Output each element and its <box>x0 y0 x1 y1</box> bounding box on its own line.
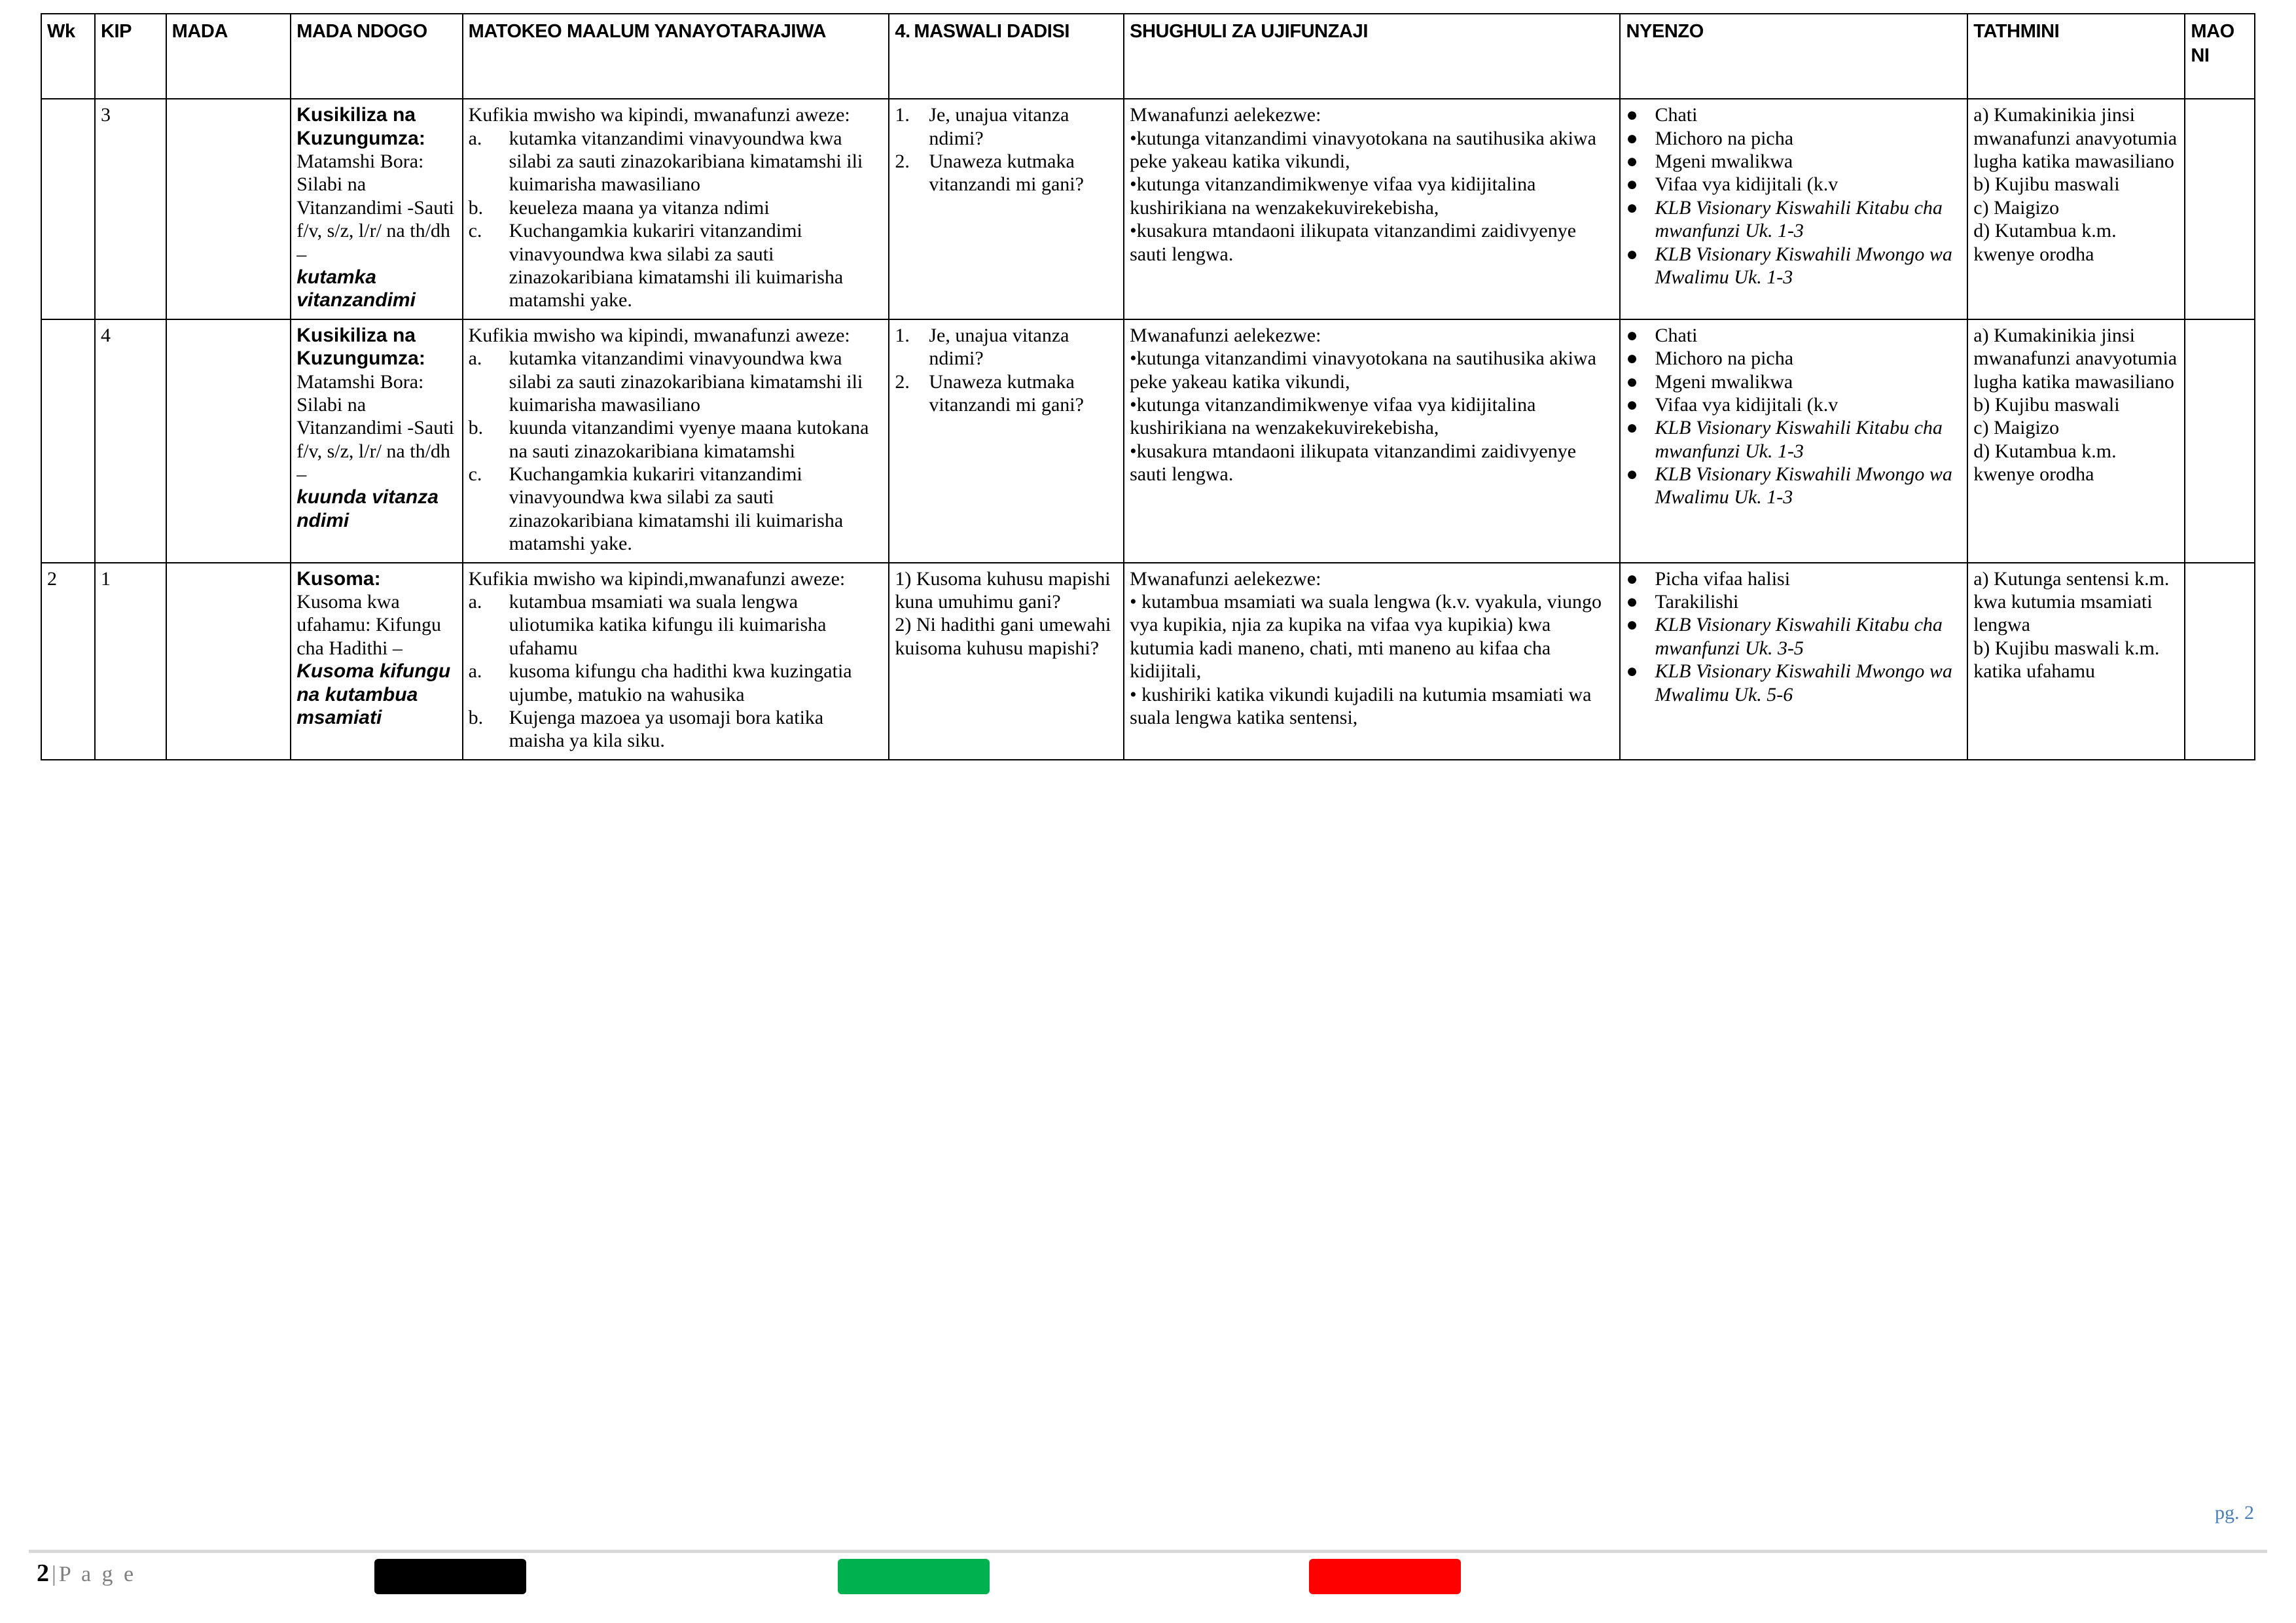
bullet-icon: ● <box>1626 151 1638 172</box>
nyenzo-text: KLB Visionary Kiswahili Mwongo wa Mwalimu Uk. 1-3 <box>1655 463 1952 508</box>
cell-mada <box>166 319 291 563</box>
nyenzo-text: KLB Visionary Kiswahili Mwongo wa Mwalimu Uk. 5-6 <box>1655 660 1952 705</box>
cell-mada <box>166 563 291 760</box>
bullet-icon: ● <box>1626 196 1638 219</box>
list-text: kuunda vitanzandimi vyenye maana kutokana na sauti zinazokaribiana kimatamshi <box>509 417 869 462</box>
maswali-list <box>895 103 1118 196</box>
maswali-item: 1) Kusoma kuhusu mapishi kuna umuhimu gani? <box>895 567 1111 613</box>
bullet-icon: ● <box>1626 567 1638 590</box>
matokeo-item <box>469 660 884 706</box>
bullet-icon: ● <box>1626 614 1638 636</box>
bullet-icon: ● <box>1626 393 1638 416</box>
cell-mada-ndogo <box>291 319 462 563</box>
bullet-icon: ● <box>1626 127 1638 149</box>
maswali-list <box>895 324 1118 417</box>
cell-maswali-dadisi <box>889 563 1124 760</box>
matokeo-list <box>469 347 884 556</box>
list-text: kusoma kifungu cha hadithi kwa kuzingatia ujumbe, matukio na wahusika <box>509 660 852 705</box>
maswali-item <box>895 103 1118 150</box>
bullet-icon: ● <box>1626 660 1638 683</box>
matokeo-list <box>469 590 884 753</box>
cell-maoni <box>2185 319 2255 563</box>
matokeo-item <box>469 347 884 416</box>
list-marker: 1. <box>895 324 910 346</box>
col-header-kip: KIP <box>95 14 166 99</box>
cell-maswali-dadisi <box>889 319 1124 563</box>
nyenzo-item <box>1626 196 1962 243</box>
cell-matokeo <box>463 563 889 760</box>
col-header-tathmini: TATHMINI <box>1967 14 2185 99</box>
col-header-shughuli: SHUGHULI ZA UJIFUNZAJI <box>1124 14 1620 99</box>
shughuli-item: • kutambua msamiati wa suala lengwa (k.v. vyakula, viungo vya kupikia, njia za kupika na vifaa vya kupikia) kwa kutumia kadi maneno, chati, mti maneno au kifaa cha kidijitali, <box>1130 591 1602 683</box>
nyenzo-text: Vifaa vya kidijitali (k.v <box>1655 393 1839 416</box>
bullet-icon: ● <box>1626 591 1638 613</box>
nyenzo-item <box>1626 590 1962 613</box>
page-marker: pg. 2 <box>2215 1502 2254 1524</box>
cell-wk <box>41 319 95 563</box>
nyenzo-item <box>1626 243 1962 289</box>
tathmini-item: b) Kujibu maswali <box>1973 393 2120 416</box>
matokeo-item <box>469 463 884 556</box>
nyenzo-item <box>1626 127 1962 150</box>
col-header-matokeo: MATOKEO MAALUM YANAYOTARAJIWA <box>463 14 889 99</box>
shughuli-item: • kushiriki katika vikundi kujadili na kutumia msamiati wa suala lengwa katika sentensi, <box>1130 683 1592 728</box>
shughuli-intro: Mwanafunzi aelekezwe: <box>1130 324 1321 346</box>
nyenzo-text: KLB Visionary Kiswahili Kitabu cha mwanfunzi Uk. 1-3 <box>1655 417 1943 462</box>
cell-shughuli <box>1124 319 1620 563</box>
col-header-nyenzo: NYENZO <box>1620 14 1967 99</box>
cell-maoni <box>2185 563 2255 760</box>
cell-matokeo <box>463 99 889 319</box>
maswali-item <box>895 370 1118 417</box>
list-text: keueleza maana ya vitanza ndimi <box>509 196 770 219</box>
mada-ndogo-heading: Kusoma: <box>296 567 381 590</box>
shughuli-item: •kutunga vitanzandimi vinavyotokana na sautihusika akiwa peke yakeau katika vikundi, <box>1130 348 1596 393</box>
list-marker: b. <box>468 706 484 728</box>
nyenzo-item <box>1626 567 1962 590</box>
cell-shughuli <box>1124 99 1620 319</box>
nyenzo-item <box>1626 150 1962 173</box>
bullet-icon: ● <box>1626 463 1638 486</box>
nyenzo-item <box>1626 393 1962 416</box>
table-row <box>41 563 2255 760</box>
bullet-icon: ● <box>1626 417 1638 439</box>
mada-ndogo-body: Kusoma kwa ufahamu: Kifungu cha Hadithi – <box>296 591 441 659</box>
list-marker: 2. <box>895 151 910 172</box>
list-marker: 1. <box>895 104 910 126</box>
green-swatch <box>838 1559 990 1594</box>
tathmini-item: d) Kutambua k.m. kwenye orodha <box>1973 440 2117 486</box>
matokeo-item <box>469 196 884 219</box>
scheme-of-work-table <box>41 13 2255 760</box>
nyenzo-list <box>1626 103 1962 289</box>
shughuli-intro: Mwanafunzi aelekezwe: <box>1130 104 1321 126</box>
cell-tathmini <box>1967 319 2185 563</box>
tathmini-item: b) Kujibu maswali k.m. katika ufahamu <box>1973 637 2160 683</box>
col-header-mada-ndogo: MADA NDOGO <box>291 14 462 99</box>
list-text: kutambua msamiati wa suala lengwa uliotumika katika kifungu ili kuimarisha ufahamu <box>509 591 827 659</box>
nyenzo-text: Chati <box>1655 104 1698 126</box>
cell-shughuli <box>1124 563 1620 760</box>
tathmini-item: a) Kutunga sentensi k.m. kwa kutumia msamiati lengwa <box>1973 567 2170 636</box>
mada-ndogo-body: Matamshi Bora: Silabi na Vitanzandimi -Sauti f/v, s/z, l/r/ na th/dh – <box>296 151 454 265</box>
shughuli-item: •kutunga vitanzandimikwenye vifaa vya kidijitalina kushirikiana na wenzakekuvirekebisha, <box>1130 393 1536 439</box>
footer-page-number: 2 <box>37 1560 49 1587</box>
nyenzo-list <box>1626 567 1962 706</box>
nyenzo-item <box>1626 103 1962 126</box>
tathmini-item: a) Kumakinikia jinsi mwanafunzi anavyotumia lugha katika mawasiliano <box>1973 104 2178 172</box>
table-body <box>41 99 2255 760</box>
nyenzo-text: KLB Visionary Kiswahili Kitabu cha mwanfunzi Uk. 3-5 <box>1655 614 1943 659</box>
col-header-maswali-label: MASWALI DADISI <box>914 21 1070 42</box>
list-marker: a. <box>468 591 482 613</box>
footer-separator: | <box>52 1562 56 1586</box>
cell-kip: 1 <box>95 563 166 760</box>
nyenzo-text: Chati <box>1655 324 1698 346</box>
list-marker: c. <box>468 220 482 242</box>
nyenzo-text: Picha vifaa halisi <box>1655 567 1791 590</box>
matokeo-intro: Kufikia mwisho wa kipindi, mwanafunzi aweze: <box>468 324 850 346</box>
list-marker: a. <box>468 127 482 149</box>
list-marker: a. <box>468 348 482 370</box>
table-header-row <box>41 14 2255 99</box>
matokeo-intro: Kufikia mwisho wa kipindi, mwanafunzi aweze: <box>468 104 850 126</box>
nyenzo-item <box>1626 613 1962 660</box>
cell-wk <box>41 99 95 319</box>
matokeo-item <box>469 219 884 312</box>
shughuli-item: •kutunga vitanzandimi vinavyotokana na sautihusika akiwa peke yakeau katika vikundi, <box>1130 127 1596 172</box>
cell-nyenzo <box>1620 99 1967 319</box>
nyenzo-list <box>1626 324 1962 509</box>
mada-ndogo-emphasis: Kusoma kifungu na kutambua msamiati <box>296 660 451 728</box>
list-text: Unaweza kutmaka vitanzandi mi gani? <box>929 370 1084 416</box>
nyenzo-text: KLB Visionary Kiswahili Mwongo wa Mwalimu Uk. 1-3 <box>1655 243 1952 288</box>
bullet-icon: ● <box>1626 324 1638 346</box>
cell-maoni <box>2185 99 2255 319</box>
cell-maswali-dadisi <box>889 99 1124 319</box>
matokeo-item <box>469 416 884 463</box>
list-marker: a. <box>468 660 482 683</box>
mada-ndogo-heading: Kusikiliza na Kuzungumza: <box>296 104 425 149</box>
matokeo-intro: Kufikia mwisho wa kipindi,mwanafunzi aweze: <box>468 567 846 590</box>
cell-nyenzo <box>1620 319 1967 563</box>
list-marker: b. <box>468 417 484 439</box>
nyenzo-text: Mgeni mwalikwa <box>1655 151 1793 172</box>
red-swatch <box>1309 1559 1461 1594</box>
nyenzo-item <box>1626 324 1962 347</box>
nyenzo-item <box>1626 370 1962 393</box>
maswali-item <box>895 324 1118 370</box>
cell-tathmini <box>1967 563 2185 760</box>
col-header-mada: MADA <box>166 14 291 99</box>
col-header-wk: Wk <box>41 14 95 99</box>
cell-matokeo <box>463 319 889 563</box>
tathmini-item: c) Maigizo <box>1973 196 2060 219</box>
table-row <box>41 99 2255 319</box>
bullet-icon: ● <box>1626 348 1638 370</box>
nyenzo-item <box>1626 173 1962 196</box>
shughuli-intro: Mwanafunzi aelekezwe: <box>1130 567 1321 590</box>
cell-kip: 3 <box>95 99 166 319</box>
matokeo-item <box>469 590 884 660</box>
col-header-maswali <box>889 14 1124 99</box>
cell-wk: 2 <box>41 563 95 760</box>
maswali-item: 2) Ni hadithi gani umewahi kuisoma kuhusu mapishi? <box>895 614 1111 659</box>
footer-page-word: P a g e <box>58 1562 137 1586</box>
nyenzo-item <box>1626 347 1962 370</box>
mada-ndogo-emphasis: kutamka vitanzandimi <box>296 266 416 312</box>
list-marker: c. <box>468 463 482 486</box>
list-text: Je, unajua vitanza ndimi? <box>929 324 1069 370</box>
matokeo-item <box>469 127 884 196</box>
tathmini-item: d) Kutambua k.m. kwenye orodha <box>1973 220 2117 265</box>
list-marker: b. <box>468 196 484 219</box>
col-header-maoni: MAO NI <box>2185 14 2255 99</box>
nyenzo-text: Vifaa vya kidijitali (k.v <box>1655 173 1839 196</box>
nyenzo-text: Tarakilishi <box>1655 591 1739 613</box>
nyenzo-item <box>1626 463 1962 509</box>
nyenzo-text: Michoro na picha <box>1655 127 1794 149</box>
list-text: Unaweza kutmaka vitanzandi mi gani? <box>929 151 1084 196</box>
list-text: Je, unajua vitanza ndimi? <box>929 104 1069 149</box>
mada-ndogo-heading: Kusikiliza na Kuzungumza: <box>296 324 425 370</box>
tathmini-item: b) Kujibu maswali <box>1973 173 2120 196</box>
cell-mada-ndogo <box>291 99 462 319</box>
cell-kip: 4 <box>95 319 166 563</box>
cell-mada <box>166 99 291 319</box>
cell-nyenzo <box>1620 563 1967 760</box>
footer-page-label <box>37 1559 136 1588</box>
list-marker: 2. <box>895 370 910 393</box>
shughuli-item: •kutunga vitanzandimikwenye vifaa vya kidijitalina kushirikiana na wenzakekuvirekebisha, <box>1130 173 1536 219</box>
bullet-icon: ● <box>1626 173 1638 196</box>
shughuli-item: •kusakura mtandaoni ilikupata vitanzandimi zaidivyenye sauti lengwa. <box>1130 440 1577 486</box>
maswali-list <box>895 567 1118 660</box>
bullet-icon: ● <box>1626 104 1638 126</box>
black-swatch <box>374 1559 526 1594</box>
list-text: Kuchangamkia kukariri vitanzandimi vinavyoundwa kwa silabi za sauti zinazokaribiana kimatamshi ili kuimarisha matamshi yake. <box>509 463 844 555</box>
footer-divider <box>29 1550 2267 1553</box>
shughuli-item: •kusakura mtandaoni ilikupata vitanzandimi zaidivyenye sauti lengwa. <box>1130 220 1577 265</box>
nyenzo-text: Mgeni mwalikwa <box>1655 370 1793 393</box>
cell-tathmini <box>1967 99 2185 319</box>
tathmini-item: c) Maigizo <box>1973 417 2060 439</box>
mada-ndogo-body: Matamshi Bora: Silabi na Vitanzandimi -Sauti f/v, s/z, l/r/ na th/dh – <box>296 370 454 486</box>
mada-ndogo-emphasis: kuunda vitanza ndimi <box>296 486 439 531</box>
list-text: kutamka vitanzandimi vinavyoundwa kwa silabi za sauti zinazokaribiana kimatamshi ili kuimarisha mawasiliano <box>509 348 863 416</box>
matokeo-list <box>469 127 884 312</box>
bullet-icon: ● <box>1626 243 1638 265</box>
cell-mada-ndogo <box>291 563 462 760</box>
maswali-item <box>895 150 1118 196</box>
nyenzo-item <box>1626 660 1962 706</box>
matokeo-item <box>469 706 884 753</box>
list-text: Kuchangamkia kukariri vitanzandimi vinavyoundwa kwa silabi za sauti zinazokaribiana kimatamshi ili kuimarisha matamshi yake. <box>509 220 844 312</box>
col-header-maswali-number: 4. <box>895 21 910 42</box>
table-row <box>41 319 2255 563</box>
list-text: Kujenga mazoea ya usomaji bora katika maisha ya kila siku. <box>509 706 824 752</box>
nyenzo-text: Michoro na picha <box>1655 348 1794 370</box>
nyenzo-item <box>1626 416 1962 463</box>
nyenzo-text: KLB Visionary Kiswahili Kitabu cha mwanfunzi Uk. 1-3 <box>1655 196 1943 242</box>
tathmini-item: a) Kumakinikia jinsi mwanafunzi anavyotumia lugha katika mawasiliano <box>1973 324 2178 393</box>
list-text: kutamka vitanzandimi vinavyoundwa kwa silabi za sauti zinazokaribiana kimatamshi ili kuimarisha mawasiliano <box>509 127 863 196</box>
bullet-icon: ● <box>1626 370 1638 393</box>
